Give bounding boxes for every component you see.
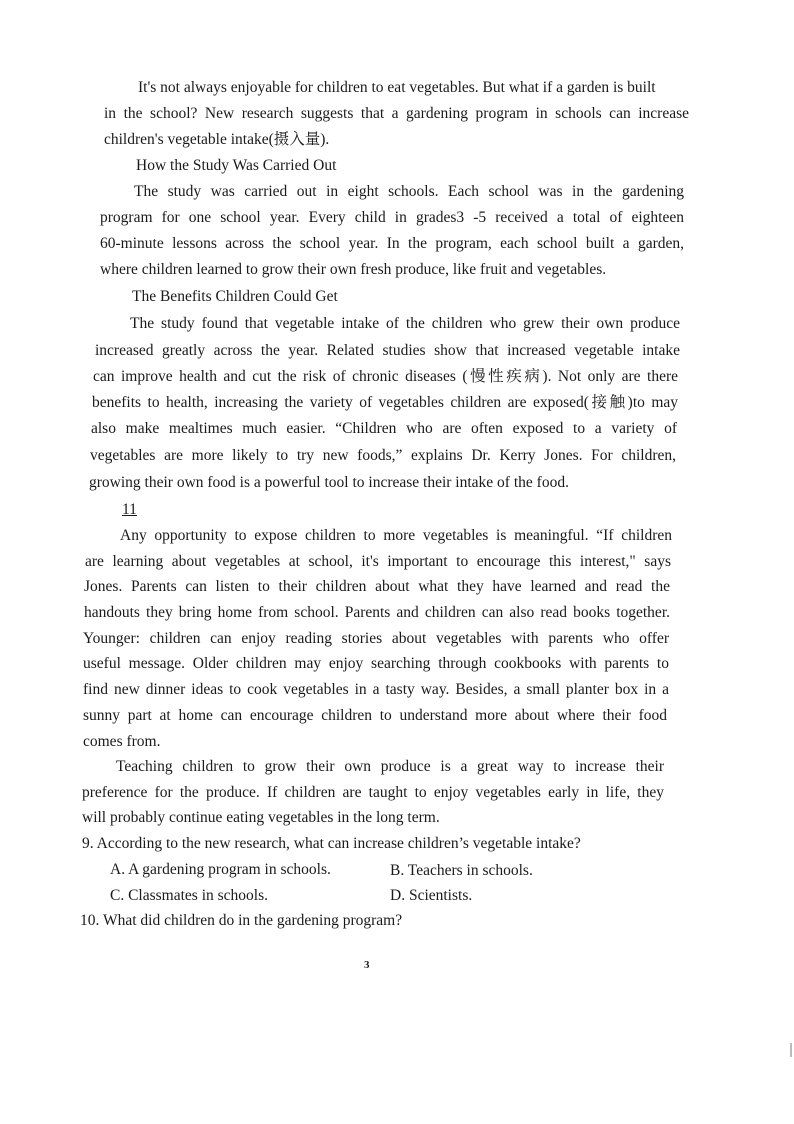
p4-line-2: are learning about vegetables at school, it's important to encourage this interest," says — [85, 553, 671, 570]
page-number: 3 — [364, 959, 370, 971]
question-9-option-c: C. Classmates in schools. — [110, 887, 269, 904]
question-9-stem: 9. According to the new research, what can increase children’s vegetable intake? — [82, 835, 581, 852]
p5-line-2: preference for the produce. If children are taught to enjoy vegetables early in life, they — [82, 784, 664, 801]
p3-line-3: can improve health and cut the risk of chronic diseases (慢性疾病). Not only are there — [93, 368, 678, 385]
p2-line-2: program for one school year. Every child in grades3 -5 received a total of eighteen — [100, 209, 684, 226]
p3-line-7: growing their own food is a powerful tool to increase their intake of the food. — [89, 474, 569, 491]
p2-line-4: where children learned to grow their own fresh produce, like fruit and vegetables. — [100, 261, 607, 278]
question-9-option-b: B. Teachers in schools. — [390, 862, 533, 879]
p4-line-1: Any opportunity to expose children to more vegetables is meaningful. “If children — [120, 527, 672, 544]
p3-line-1: The study found that vegetable intake of the children who grew their own produce — [130, 315, 680, 332]
p4-line-8: sunny part at home can encourage children to understand more about where their food — [83, 707, 667, 724]
p1-line-3: children's vegetable intake(摄入量). — [104, 131, 330, 148]
p4-line-5: Younger: children can enjoy reading stories about vegetables with parents who offer — [83, 630, 669, 647]
p2-line-1: The study was carried out in eight schools. Each school was in the gardening — [134, 183, 684, 200]
p5-line-3: will probably continue eating vegetables in the long term. — [82, 809, 440, 826]
p4-line-7: find new dinner ideas to cook vegetables in a tasty way. Besides, a small planter box in a — [83, 681, 669, 698]
p3-line-5: also make mealtimes much easier. “Children who are often exposed to a variety of — [91, 420, 677, 437]
section-heading-benefits: The Benefits Children Could Get — [132, 288, 338, 305]
p3-line-6: vegetables are more likely to try new foods,” explains Dr. Kerry Jones. For children, — [90, 447, 676, 464]
p3-line-2: increased greatly across the year. Related studies show that increased vegetable intake — [95, 342, 680, 359]
p4-line-3: Jones. Parents can listen to their children about what they have learned and read the — [84, 578, 670, 595]
p3-line-4: benefits to health, increasing the variety of vegetables children are exposed(接触)to may — [92, 394, 678, 411]
blank-11: 11 — [122, 501, 137, 518]
question-10-stem: 10. What did children do in the gardening program? — [80, 912, 403, 929]
p4-line-9: comes from. — [83, 733, 161, 750]
p1-line-2: in the school? New research suggests that a gardening program in schools can increase — [104, 105, 689, 122]
p5-line-1: Teaching children to grow their own produce is a great way to increase their — [116, 758, 664, 775]
question-9-option-d: D. Scientists. — [390, 887, 473, 904]
question-9-option-a: A. A gardening program in schools. — [110, 861, 331, 878]
p4-line-6: useful message. Older children may enjoy searching through cookbooks with parents to — [83, 655, 669, 672]
p1-line-1: It's not always enjoyable for children to eat vegetables. But what if a garden is built — [138, 79, 656, 96]
p2-line-3: 60-minute lessons across the school year. In the program, each school built a garden, — [100, 235, 684, 252]
scan-edge-mark — [790, 1043, 792, 1057]
section-heading-study: How the Study Was Carried Out — [136, 157, 337, 174]
p4-line-4: handouts they bring home from school. Parents and children can also read books together. — [84, 604, 670, 621]
